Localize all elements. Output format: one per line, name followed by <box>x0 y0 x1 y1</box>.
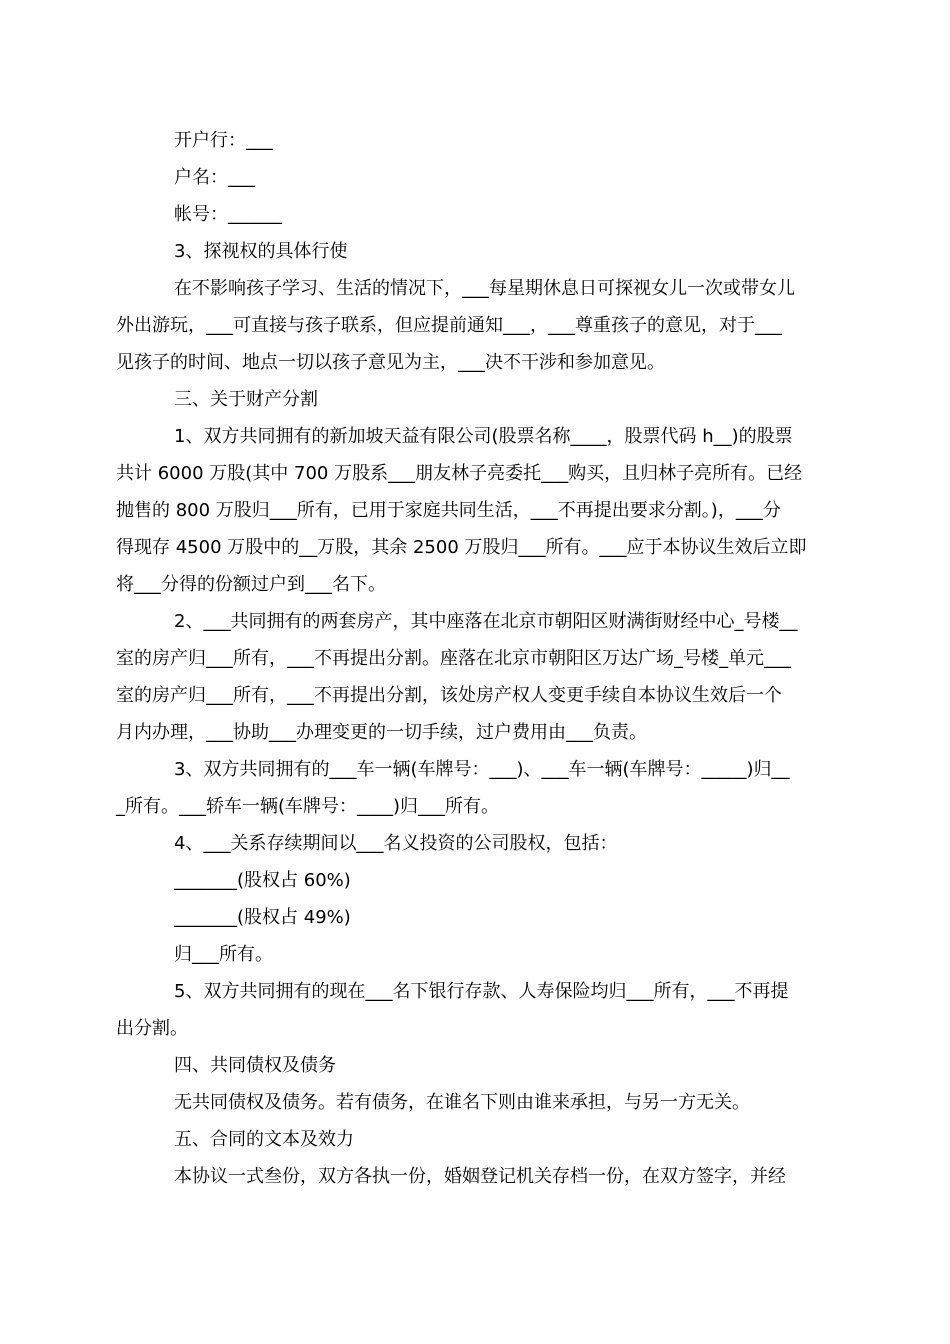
debts-heading: 四、共同债权及债务 <box>174 1055 336 1076</box>
visitation-para-line-2: 外出游玩，___可直接与孩子联系，但应提前通知___，___尊重孩子的意见，对于___ <box>116 315 782 336</box>
document-body <box>116 122 836 1195</box>
visitation-para-line-3: 见孩子的时间、地点一切以孩子意见为主，___决不干涉和参加意见。 <box>116 352 665 373</box>
housing-clause-line-1: 2、___共同拥有的两套房产，其中座落在北京市朝阳区财满街财经中心_号楼__ <box>174 611 798 632</box>
account-name-line: 户名：___ <box>174 167 255 188</box>
deposit-clause-line-2: 出分割。 <box>116 1018 188 1039</box>
stock-clause-line-1: 1、双方共同拥有的新加坡天益有限公司(股票名称____，股票代码 h__)的股票 <box>174 426 793 447</box>
property-division-heading: 三、关于财产分割 <box>174 389 318 410</box>
stock-clause-line-5: 将___分得的份额过户到___名下。 <box>116 574 386 595</box>
equity-clause-line-1: 4、___关系存续期间以___名义投资的公司股权，包括： <box>174 833 618 854</box>
account-number-line: 帐号：______ <box>174 204 282 225</box>
housing-clause-line-2: 室的房产归___所有，___不再提出分割。座落在北京市朝阳区万达广场_号楼_单元___ <box>116 648 791 669</box>
deposit-clause-line-1: 5、双方共同拥有的现在___名下银行存款、人寿保险均归___所有，___不再提 <box>174 981 789 1002</box>
stock-clause-line-4: 得现存 4500 万股中的__万股，其余 2500 万股归___所有。___应于本协议生效后立即 <box>116 537 807 558</box>
housing-clause-line-4: 月内办理，___协助___办理变更的一切手续，过户费用由___负责。 <box>116 722 647 743</box>
housing-clause-line-3: 室的房产归___所有，___不再提出分割，该处房产权人变更手续自本协议生效后一个 <box>116 685 782 706</box>
contract-validity-heading: 五、合同的文本及效力 <box>174 1129 354 1150</box>
vehicle-clause-line-2: _所有。___轿车一辆(车牌号：____)归___所有。 <box>116 796 500 817</box>
equity-owner-line: 归___所有。 <box>174 944 273 965</box>
bank-name-line: 开户行：___ <box>174 130 273 151</box>
vehicle-clause-line-1: 3、双方共同拥有的___车一辆(车牌号：___)、___车一辆(车牌号：_____)归__ <box>174 759 790 780</box>
equity-item-60: _______(股权占 60%) <box>174 870 351 891</box>
contract-validity-para-line-1: 本协议一式叁份，双方各执一份，婚姻登记机关存档一份，在双方签字，并经 <box>174 1166 786 1187</box>
debts-paragraph: 无共同债权及债务。若有债务，在谁名下则由谁来承担，与另一方无关。 <box>174 1092 750 1113</box>
visitation-heading: 3、探视权的具体行使 <box>174 241 348 262</box>
stock-clause-line-2: 共计 6000 万股(其中 700 万股系___朋友林子亮委托___购买，且归林子亮所有。已经 <box>116 463 803 484</box>
visitation-para-line-1: 在不影响孩子学习、生活的情况下，___每星期休息日可探视女儿一次或带女儿 <box>174 278 795 299</box>
equity-item-49: _______(股权占 49%) <box>174 907 351 928</box>
stock-clause-line-3: 抛售的 800 万股归___所有，已用于家庭共同生活，___不再提出要求分割。)，___分 <box>116 500 781 521</box>
